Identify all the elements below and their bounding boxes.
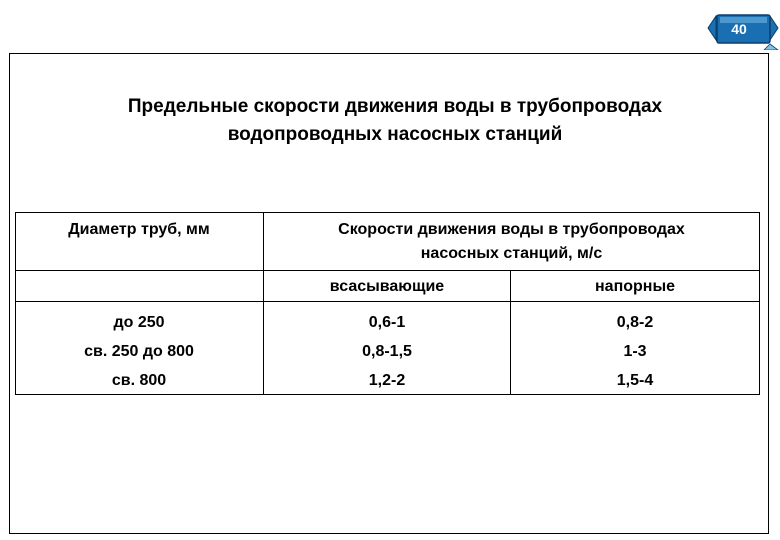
column-pressure [511, 308, 759, 395]
subheader-suction: всасывающие [329, 278, 445, 295]
header-diameter: Диаметр труб, мм [68, 221, 210, 238]
table-cell-pressure: 1,5-4 [616, 372, 654, 389]
column-suction [264, 308, 510, 395]
table-border-top [15, 212, 760, 213]
subheader-pressure: напорные [595, 278, 675, 295]
table-cell-suction: 0,6-1 [368, 314, 406, 331]
table-right-border [759, 212, 760, 395]
table-cell-suction: 0,8-1,5 [362, 343, 412, 360]
header-speed-line-1: Скорости движения воды в трубопроводах [338, 221, 685, 238]
badge-arrow-right [770, 16, 778, 40]
page-number: 40 [731, 21, 747, 37]
table-cell-pressure: 0,8-2 [616, 314, 654, 331]
table-header-divider [15, 270, 760, 271]
table-cell-suction: 1,2-2 [368, 372, 406, 389]
table-cell-diameter: до 250 [113, 314, 165, 331]
column-diameter [15, 308, 263, 395]
table-subheader-divider [15, 301, 760, 302]
page-title [0, 93, 780, 149]
table-cell-diameter: св. 800 [111, 372, 167, 389]
header-speed-line-2: насосных станций, м/с [420, 245, 603, 262]
table-cell-pressure: 1-3 [623, 343, 647, 360]
badge-corner-mark [764, 44, 778, 50]
table-cell-diameter: св. 250 до 800 [84, 343, 194, 360]
page-title-line-1: Предельные скорости движения воды в трубопроводах [127, 96, 663, 117]
page-title-line-2: водопроводных насосных станций [227, 124, 563, 145]
badge-arrow-left [708, 16, 716, 40]
header-speed [264, 218, 759, 266]
